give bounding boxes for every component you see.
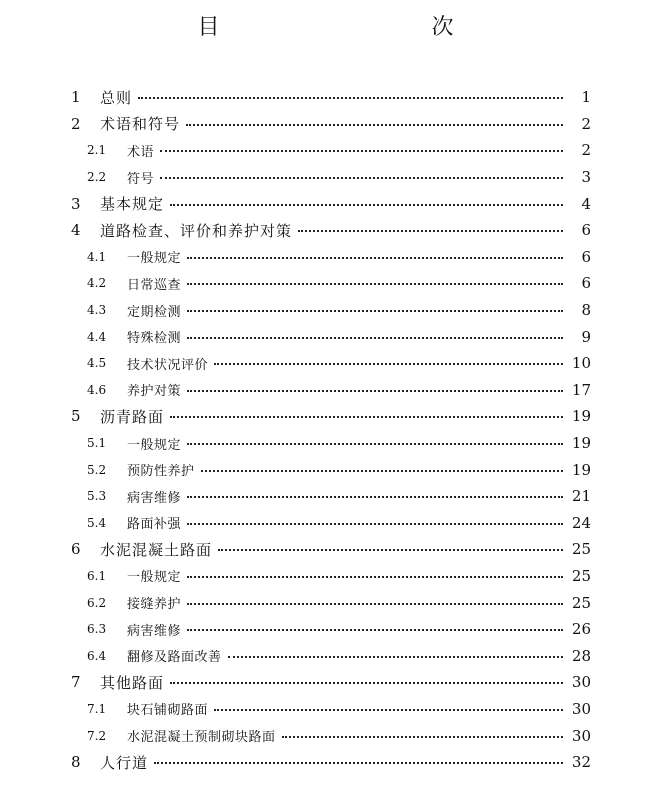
toc-entry-number: 1: [71, 88, 81, 107]
toc-entry-title: 总则: [100, 88, 133, 107]
toc-entry-title: 沥青路面: [100, 407, 165, 426]
toc-dot-leader: [187, 337, 563, 339]
toc-dot-leader: [187, 283, 563, 285]
toc-entry-page: 19: [571, 460, 591, 479]
toc-entry-title: 翻修及路面改善: [127, 650, 222, 666]
toc-chapter-entry[interactable]: [0, 536, 651, 563]
toc-dot-leader: [228, 656, 563, 658]
toc-entry-page: 25: [571, 566, 591, 585]
toc-entry-title: 一般规定: [127, 437, 182, 453]
toc-entry-number: 6.4: [87, 648, 107, 663]
toc-entry-page: 25: [571, 593, 591, 612]
toc-entry-page: 30: [571, 673, 591, 692]
toc-entry-number: 7: [71, 673, 81, 692]
toc-chapter-entry[interactable]: [0, 190, 651, 217]
toc-section-entry[interactable]: [0, 642, 651, 669]
toc-entry-number: 7.1: [87, 701, 107, 716]
toc-entry-title: 基本规定: [100, 195, 165, 214]
toc-entry-title: 技术状况评价: [127, 357, 209, 373]
toc-entry-number: 4.5: [87, 356, 107, 371]
toc-dot-leader: [154, 762, 563, 764]
toc-entry-title: 病害维修: [127, 623, 182, 639]
toc-entry-page: 28: [571, 646, 591, 665]
toc-entry-title: 一般规定: [127, 570, 182, 586]
toc-entry-page: 17: [571, 380, 591, 399]
toc-chapter-entry[interactable]: [0, 111, 651, 138]
toc-entry-page: 2: [581, 114, 591, 133]
toc-entry-title: 特殊检测: [127, 331, 182, 347]
table-of-contents: [0, 84, 651, 775]
toc-entry-number: 6.1: [87, 568, 107, 583]
toc-section-entry[interactable]: [0, 456, 651, 483]
toc-entry-number: 5.1: [87, 436, 107, 451]
toc-dot-leader: [187, 523, 563, 525]
toc-chapter-entry[interactable]: [0, 669, 651, 696]
toc-entry-title: 道路检查、评价和养护对策: [100, 221, 293, 240]
toc-entry-page: 4: [581, 194, 591, 213]
toc-entry-number: 6.2: [87, 595, 107, 610]
toc-entry-title: 水泥混凝土路面: [100, 540, 213, 559]
toc-dot-leader: [218, 549, 563, 551]
toc-entry-page: 25: [571, 540, 591, 559]
toc-entry-number: 2: [71, 114, 81, 133]
toc-dot-leader: [214, 709, 563, 711]
toc-entry-number: 4.1: [87, 249, 107, 264]
toc-dot-leader: [160, 150, 563, 152]
toc-entry-page: 9: [581, 327, 591, 346]
toc-section-entry[interactable]: [0, 722, 651, 749]
toc-entry-page: 10: [571, 354, 591, 373]
toc-dot-leader: [160, 177, 563, 179]
toc-entry-number: 4.3: [87, 303, 107, 318]
toc-dot-leader: [170, 204, 563, 206]
toc-entry-number: 6.3: [87, 622, 107, 637]
toc-entry-page: 30: [571, 699, 591, 718]
toc-dot-leader: [187, 603, 563, 605]
toc-entry-title: 术语: [127, 144, 155, 160]
toc-entry-number: 2.2: [87, 170, 107, 185]
toc-section-entry[interactable]: [0, 510, 651, 537]
toc-section-entry[interactable]: [0, 377, 651, 404]
toc-entry-title: 符号: [127, 171, 155, 187]
toc-entry-number: 5.4: [87, 515, 107, 530]
toc-entry-title: 定期检测: [127, 304, 182, 320]
toc-entry-number: 5.2: [87, 462, 107, 477]
toc-section-entry[interactable]: [0, 430, 651, 457]
toc-section-entry[interactable]: [0, 616, 651, 643]
toc-entry-number: 6: [71, 540, 81, 559]
toc-entry-number: 5: [71, 407, 81, 426]
toc-entry-page: 2: [581, 141, 591, 160]
toc-section-entry[interactable]: [0, 483, 651, 510]
toc-entry-title: 块石铺砌路面: [127, 703, 209, 719]
toc-entry-number: 7.2: [87, 728, 107, 743]
toc-entry-number: 4.2: [87, 276, 107, 291]
toc-entry-title: 日常巡查: [127, 277, 182, 293]
toc-entry-number: 5.3: [87, 489, 107, 504]
toc-entry-page: 19: [571, 407, 591, 426]
toc-entry-number: 4.6: [87, 382, 107, 397]
toc-dot-leader: [298, 230, 563, 232]
toc-entry-page: 6: [581, 221, 591, 240]
toc-entry-number: 2.1: [87, 143, 107, 158]
toc-entry-title: 病害维修: [127, 490, 182, 506]
toc-section-entry[interactable]: [0, 563, 651, 590]
toc-dot-leader: [282, 736, 563, 738]
toc-dot-leader: [170, 416, 563, 418]
toc-section-entry[interactable]: [0, 297, 651, 324]
toc-entry-title: 水泥混凝土预制砌块路面: [127, 730, 276, 746]
toc-entry-number: 8: [71, 753, 81, 772]
toc-section-entry[interactable]: [0, 164, 651, 191]
toc-section-entry[interactable]: [0, 696, 651, 723]
toc-entry-page: 8: [581, 301, 591, 320]
toc-section-entry[interactable]: [0, 137, 651, 164]
page-title: 目 次: [197, 15, 510, 40]
toc-dot-leader: [187, 496, 563, 498]
toc-dot-leader: [187, 257, 563, 259]
toc-chapter-entry[interactable]: [0, 84, 651, 111]
toc-dot-leader: [187, 576, 563, 578]
toc-entry-page: 19: [571, 434, 591, 453]
toc-entry-title: 养护对策: [127, 384, 182, 400]
toc-chapter-entry[interactable]: [0, 217, 651, 244]
toc-section-entry[interactable]: [0, 270, 651, 297]
toc-chapter-entry[interactable]: [0, 403, 651, 430]
toc-dot-leader: [170, 682, 563, 684]
toc-entry-page: 1: [581, 88, 591, 107]
toc-entry-title: 人行道: [100, 753, 149, 772]
toc-entry-title: 其他路面: [100, 673, 165, 692]
toc-section-entry[interactable]: [0, 350, 651, 377]
toc-dot-leader: [214, 363, 563, 365]
toc-dot-leader: [201, 470, 563, 472]
toc-entry-title: 一般规定: [127, 251, 182, 267]
toc-dot-leader: [187, 310, 563, 312]
toc-entry-title: 预防性养护: [127, 464, 195, 480]
toc-dot-leader: [187, 443, 563, 445]
toc-dot-leader: [186, 124, 563, 126]
toc-dot-leader: [187, 390, 563, 392]
toc-section-entry[interactable]: [0, 589, 651, 616]
toc-entry-title: 接缝养护: [127, 597, 182, 613]
toc-section-entry[interactable]: [0, 244, 651, 271]
toc-dot-leader: [138, 97, 563, 99]
toc-entry-number: 4.4: [87, 329, 107, 344]
toc-entry-title: 路面补强: [127, 517, 182, 533]
toc-chapter-entry[interactable]: [0, 749, 651, 776]
toc-entry-page: 6: [581, 274, 591, 293]
toc-entry-page: 24: [571, 513, 591, 532]
toc-entry-page: 6: [581, 247, 591, 266]
toc-entry-title: 术语和符号: [100, 115, 181, 134]
toc-dot-leader: [187, 629, 563, 631]
toc-entry-page: 32: [571, 753, 591, 772]
toc-entry-number: 3: [71, 194, 81, 213]
toc-entry-page: 30: [571, 726, 591, 745]
toc-entry-number: 4: [71, 221, 81, 240]
toc-entry-page: 21: [571, 487, 591, 506]
toc-entry-page: 26: [571, 620, 591, 639]
toc-section-entry[interactable]: [0, 323, 651, 350]
toc-entry-page: 3: [581, 168, 591, 187]
